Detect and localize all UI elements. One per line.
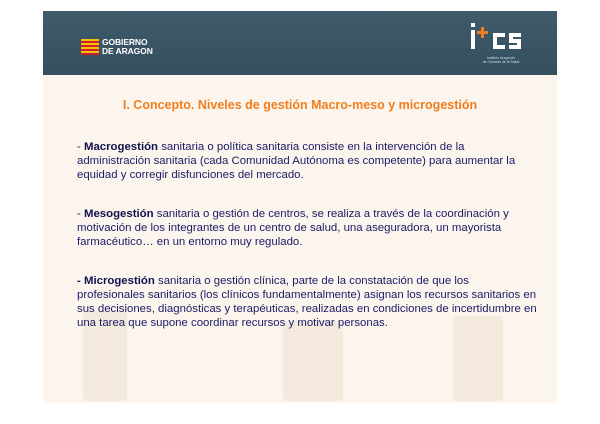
- paragraph-microgestion: [77, 275, 537, 331]
- term-macrogestion: Macrogestión: [83, 141, 159, 153]
- slide-header: [43, 11, 557, 75]
- gov-logo-line1: GOBIERNO: [102, 37, 148, 47]
- ics-tagline-2: de Ciencias de la Salud: [482, 60, 520, 64]
- term-microgestion: Microgestión: [83, 275, 155, 287]
- paragraph-macrogestion: [77, 141, 537, 183]
- ics-mark-icon: [469, 23, 527, 53]
- slide: [43, 11, 557, 403]
- paragraph-prefix: -: [77, 141, 84, 153]
- gov-logo-line2: DE ARAGON: [102, 46, 153, 56]
- ics-logo: [469, 23, 527, 67]
- paragraph-mesogestion: [77, 208, 537, 250]
- paragraph-text: sanitaria o gestión clínica, parte de la constatación de que los profesionales sanitarios (los clínicos fundamentalmente) asignan los recursos sanitarios en sus decisiones, diagnósticas y terapéuticas, realizadas en condiciones de incertidumbre en una tarea que supone coordinar recursos y motivar personas.: [77, 275, 537, 329]
- aragon-flag-icon: [81, 39, 99, 55]
- paragraph-prefix: -: [77, 208, 84, 220]
- slide-title: I. Concepto. Niveles de gestión Macro-meso y microgestión: [122, 98, 478, 112]
- gobierno-aragon-logo: [81, 37, 166, 59]
- paragraph-prefix: -: [77, 275, 84, 287]
- watermark-shape: [283, 321, 343, 401]
- term-mesogestion: Mesogestión: [83, 208, 154, 220]
- paragraph-text: sanitaria o gestión de centros, se realiza a través de la coordinación y motivación de los integrantes de un centro de salud, una aseguradora, un mayorista farmacéutico… en un entorno muy regulado.: [77, 208, 509, 248]
- paragraph-text: sanitaria o política sanitaria consiste en la intervención de la administración sanitaria (cada Comunidad Autónoma es competente) para aumentar la equidad y corregir disfunciones del mercado.: [77, 141, 516, 181]
- ics-tagline-1: Instituto Aragonés: [486, 56, 516, 60]
